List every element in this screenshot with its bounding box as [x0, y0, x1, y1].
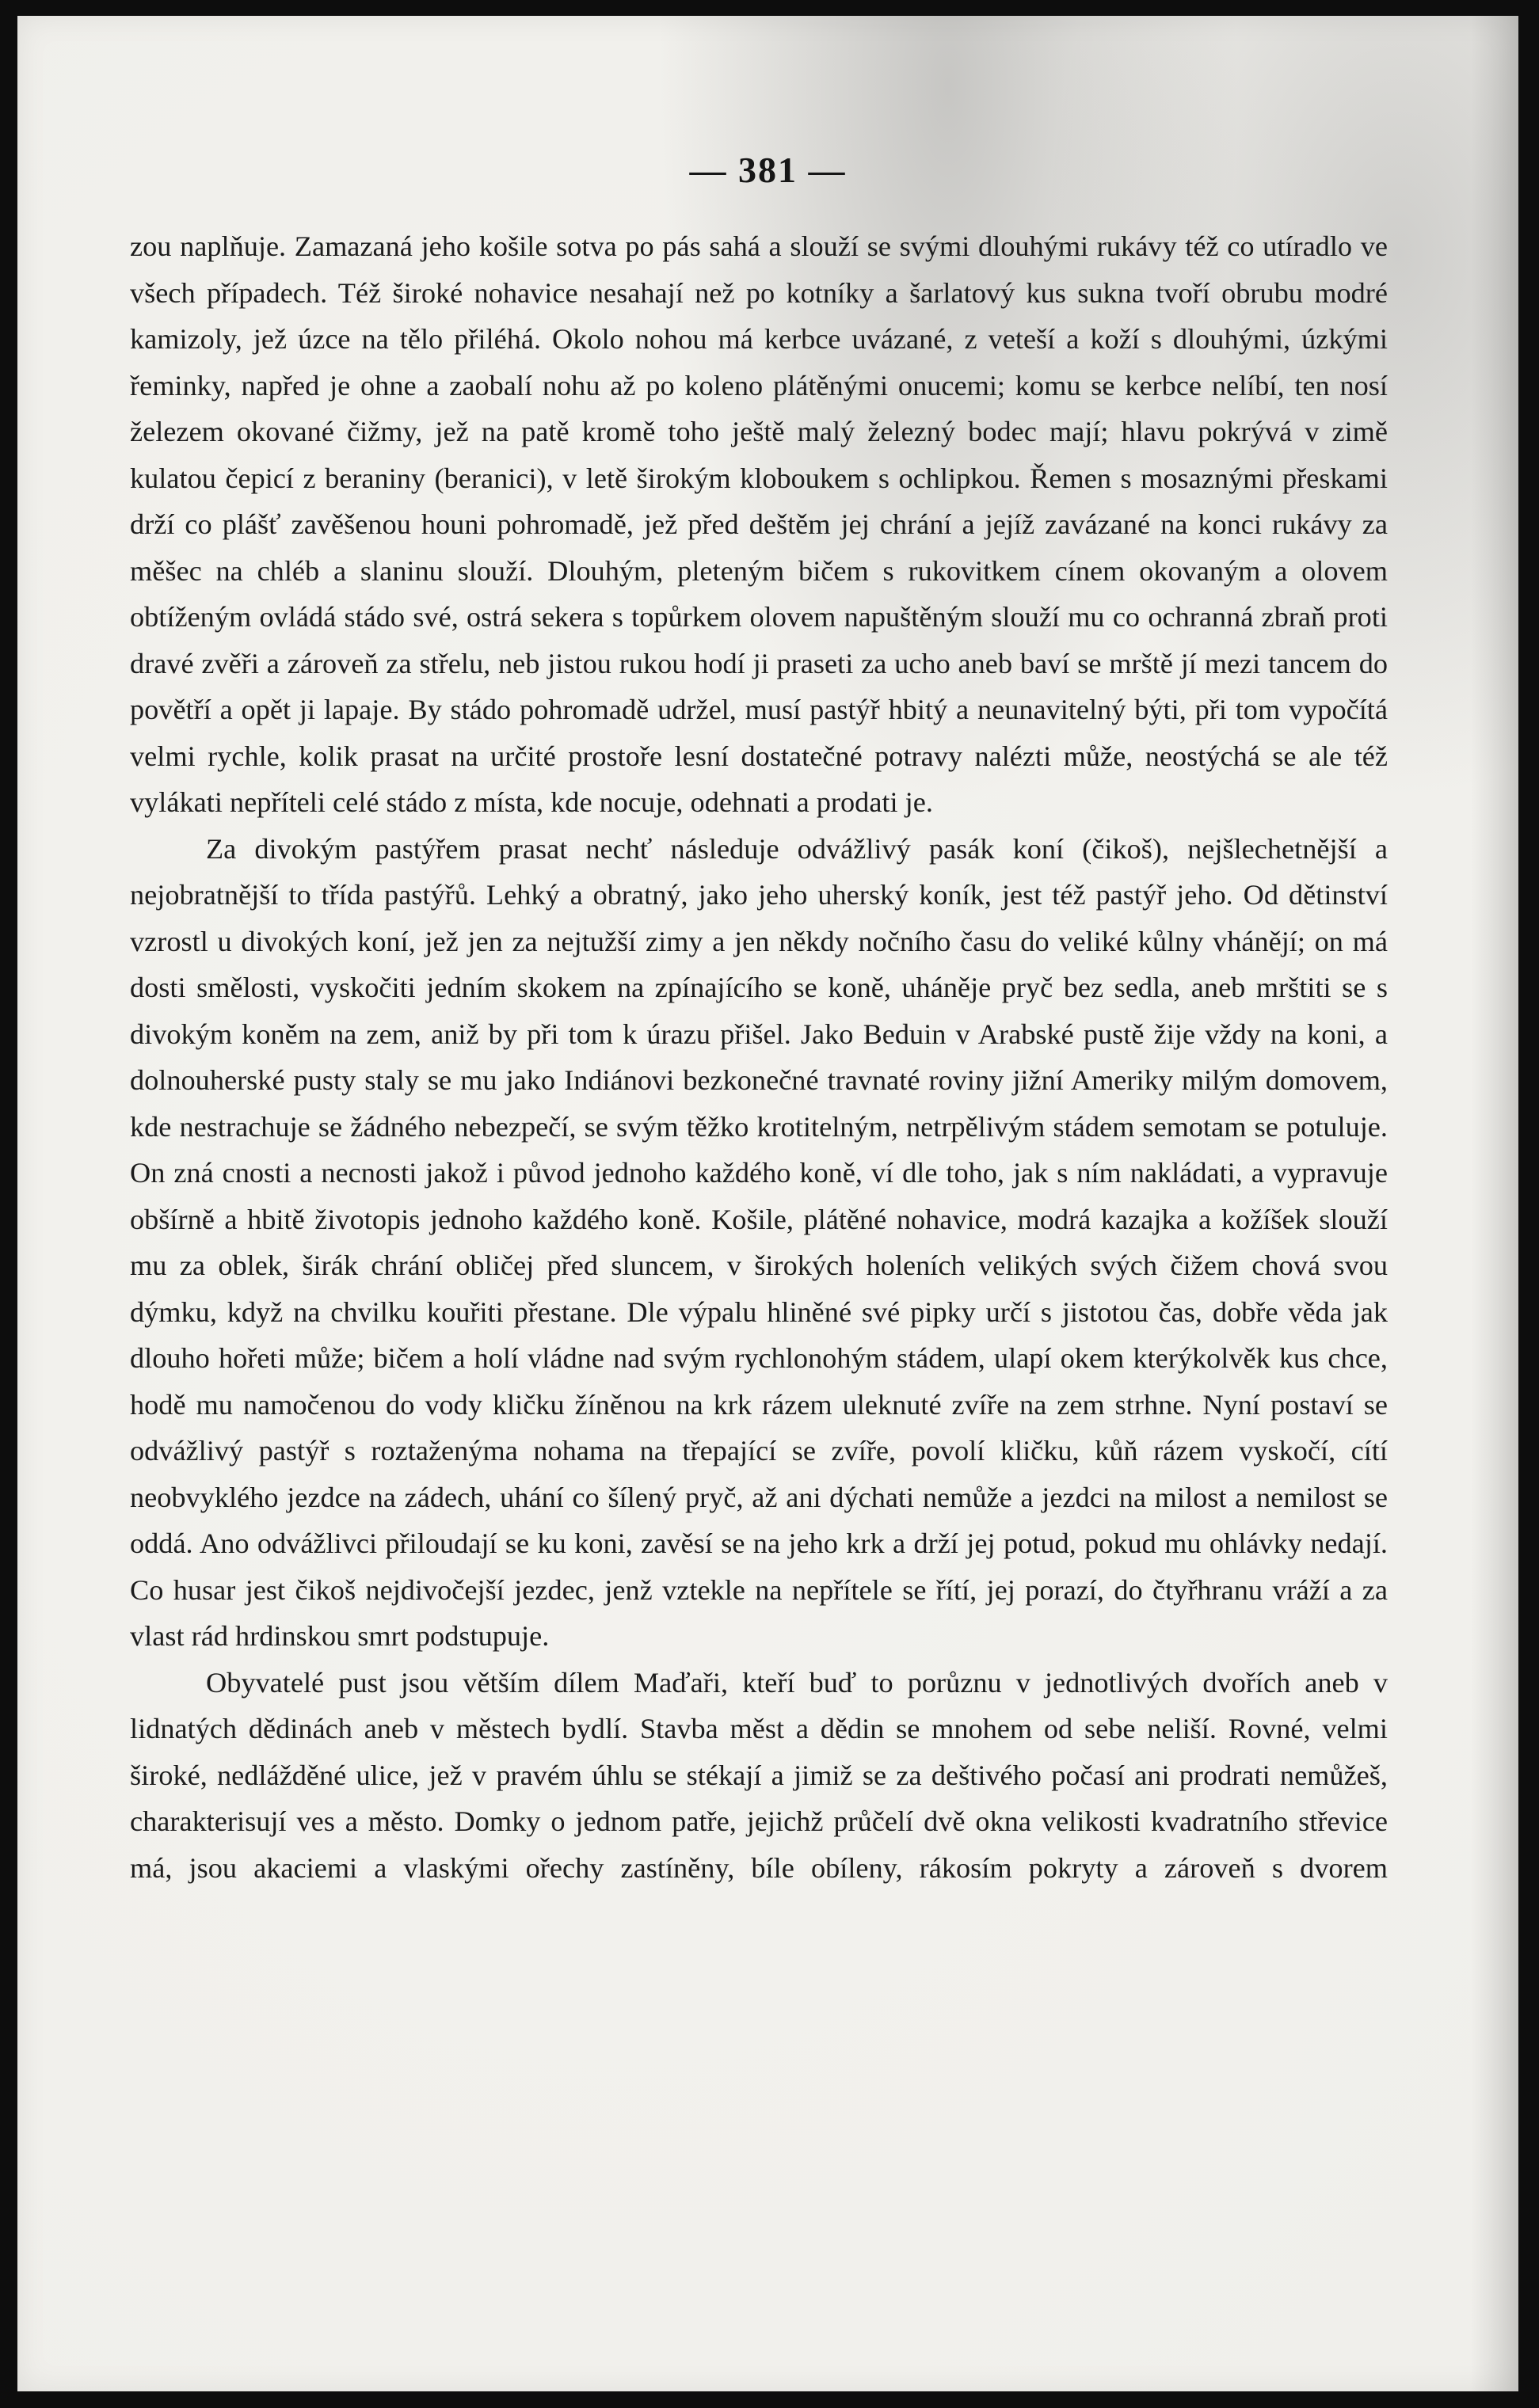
page-number: — 381 — [689, 150, 847, 190]
page-edge-shadow [1471, 16, 1518, 2391]
paragraph-inhabitants: Obyvatelé pust jsou větším dílem Maďaři, kteří buď to porůznu v jednotlivých dvořích aneb v lidnatých dědinách aneb v městech bydlí. Stavba měst a dědin se mnohem od sebe neliší. Rovné, velmi široké, nedlážděné ulice, jež v pravém úhlu se stékají a jimiž se za deštivého počasí ani prodrati nemůžeš, charakterisují ves a město. Domky o jednom patře, jejichž průčelí dvě okna velikosti kvadratního střevice má, jsou akaciemi a vlaskými ořechy zastíněny, bíle obíleny, rákosím pokryty a zároveň s dvorem [130, 1666, 1388, 1884]
text-body [130, 223, 1388, 1891]
paragraph-horse-herder: Za divokým pastýřem prasat nechť následuje odvážlivý pasák koní (čikoš), nejšlechetnější a nejobratnější to třída pastýřů. Lehký a obratný, jako jeho uherský koník, jest též pastýř jeho. Od dětinství vzrostl u divokých koní, jež jen za nejtužší zimy a jen někdy nočního času do veliké kůlny vhánějí; on má dosti smělosti, vyskočiti jedním skokem na zpínajícího se koně, uháněje pryč bez sedla, aneb mrštiti se s divokým koněm na zem, aniž by při tom k úrazu přišel. Jako Beduin v Arabské pustě žije vždy na koni, a dolnouherské pusty staly se mu jako Indiánovi bezkonečné travnaté roviny jižní Ameriky milým domovem, kde nestrachuje se žádného nebezpečí, se svým těžko krotitelným, netrpělivým stádem semotam se potuluje. On zná cnosti a necnosti jakož i původ jednoho každého koně, ví dle toho, jak s ním nakládati, a vypravuje obšírně a hbitě životopis jednoho každého koně. Košile, plátěné nohavice, modrá kazajka a kožíšek slouží mu za oblek, širák chrání obličej před sluncem, v širokých holeních velikých svých čižem chová svou dýmku, když na chvilku kouřiti přestane. Dle výpalu hliněné své pipky určí s jistotou čas, dobře věda jak dlouho hořeti může; bičem a holí vládne nad svým rychlonohým stádem, ulapí okem kterýkolvěk kus chce, hodě mu namočenou do vody kličku žíněnou na krk rázem uleknuté zvíře na zem strhne. Nyní postaví se odvážlivý pastýř s roztaženýma nohama na třepající se zvíře, povolí kličku, kůň rázem vyskočí, cítí neobvyklého jezdce na zádech, uhání co šílený pryč, až ani dýchati nemůže a jezdci na milost a nemilost se oddá. Ano odvážlivci přiloudají se ku koni, zavěsí se na jeho krk a drží jej potud, pokud mu ohlávky nedají. Co husar jest čikoš nejdivočejší jezdec, jenž vztekle na nepřítele se řítí, jej porazí, do čtyřhranu vráží a za vlast rád hrdinskou smrt podstupuje. [130, 832, 1388, 1652]
scanned-page [17, 16, 1518, 2391]
paragraph-swineherd-continued: zou naplňuje. Zamazaná jeho košile sotva po pás sahá a slouží se svými dlouhými rukávy též co utíradlo ve všech případech. Též široké nohavice nesahají než po kotníky a šarlatový kus sukna tvoří obrubu modré kamizoly, jež úzce na tělo přiléhá. Okolo nohou má kerbce uvázané, z veteší a koží s dlouhými, úzkými řeminky, napřed je ohne a zaobalí nohu až po koleno plátěnými onucemi; komu se kerbce nelíbí, ten nosí železem okované čižmy, jež na patě kromě toho ještě malý železný bodec mají; hlavu pokrývá v zimě kulatou čepicí z beraniny (beranici), v letě širokým kloboukem s ochlipkou. Řemen s mosaznými přeskami drží co plášť zavěšenou houni pohromadě, jež před deštěm jej chrání a jejíž zavázané na konci rukávy za měšec na chléb a slaninu slouží. Dlouhým, pleteným bičem s rukovitkem cínem okovaným a olovem obtíženým ovládá stádo své, ostrá sekera s topůrkem olovem napuštěným slouží mu co ochranná zbraň proti dravé zvěři a zároveň za střelu, neb jistou rukou hodí ji praseti za ucho aneb baví se mrště jí mezi tancem do povětří a opět ji lapaje. By stádo pohromadě udržel, musí pastýř hbitý a neunavitelný býti, při tom vypočítá velmi rychle, kolik prasat na určité prostoře lesní dostatečné potravy nalézti může, neostýchá se ale též vylákati nepříteli celé stádo z místa, kde nocuje, odehnati a prodati je. [130, 230, 1388, 818]
